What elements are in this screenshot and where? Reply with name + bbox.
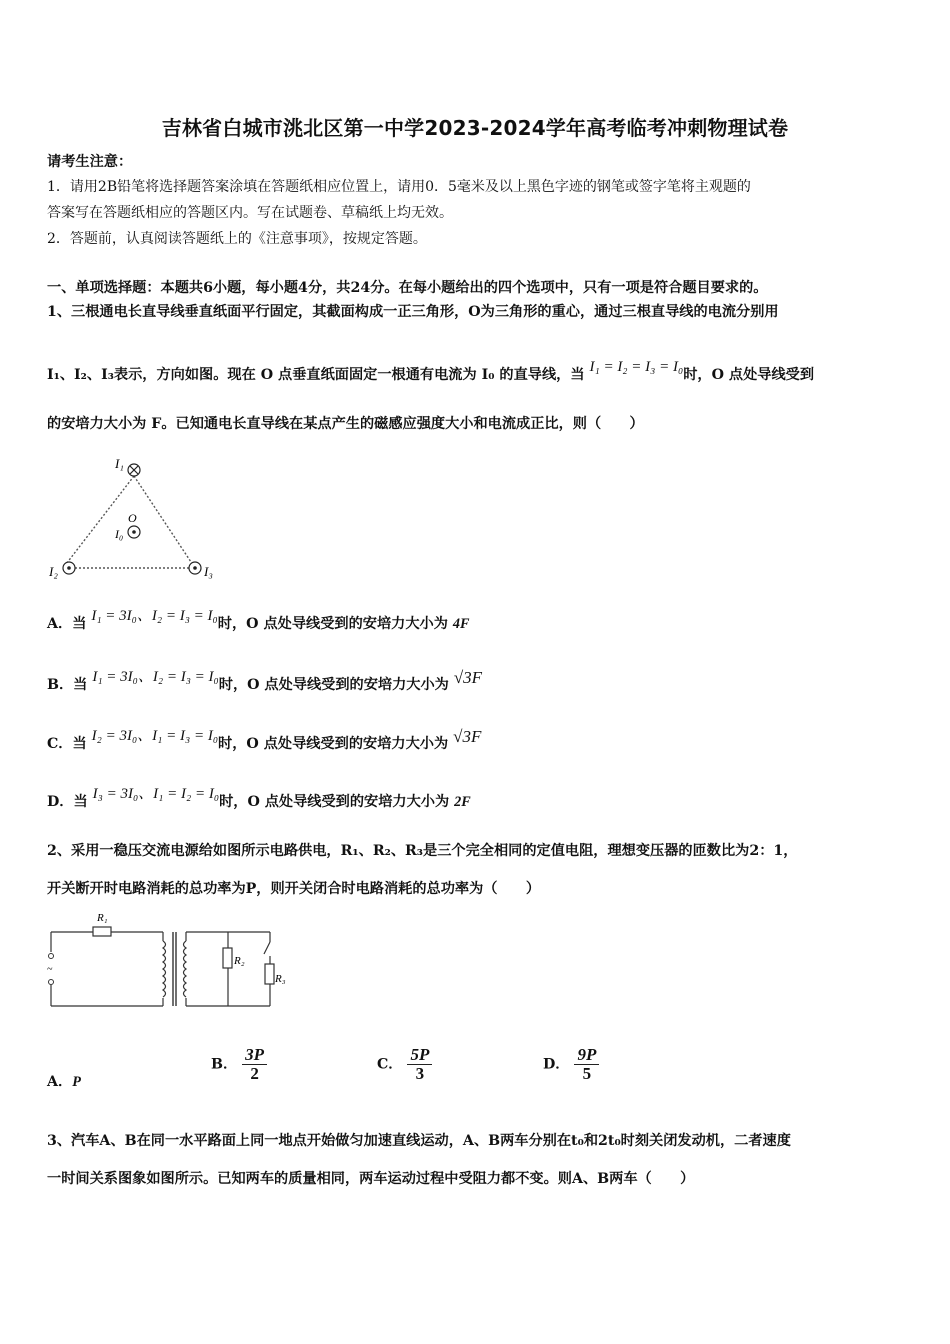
q1-option-a[interactable]: A．当 I₁ = 3I₀、I₂ = I₃ = I₀时，O 点处导线受到的安培力大小为 4F (47, 608, 470, 632)
transformer-circuit-figure (45, 906, 295, 1010)
ac-terminal-top-icon (49, 954, 54, 959)
label-r3: R₃ (275, 973, 286, 985)
q1-option-b[interactable]: B．当 I₁ = 3I₀、I₂ = I₃ = I₀时，O 点处导线受到的安培力大小为 √3F (47, 668, 483, 693)
q2-option-c[interactable]: C． $\frac{5P}{3}$ (377, 1046, 432, 1083)
label-i1: I₁ (115, 456, 124, 471)
label-i2: I₂ (49, 564, 58, 579)
switch-icon (264, 942, 270, 954)
ac-source-icon: ~ (47, 964, 53, 975)
triangle-wires-figure (45, 452, 225, 582)
notice-line-1a: 1．请用2B铅笔将选择题答案涂填在答题纸相应位置上，请用0．5毫米及以上黑色字迹的钢笔或签字笔将主观题的 (47, 179, 751, 195)
q1-condition-formula: I₁ = I₂ = I₃ = I₀ (589, 359, 684, 375)
q2-option-b[interactable]: B． $\frac{3P}{2}$ (211, 1046, 267, 1083)
q2-line-1: 2、采用一稳压交流电源给如图所示电路供电，R₁、R₂、R₃是三个完全相同的定值电阻，理想变压器的匝数比为2：1， (47, 843, 798, 859)
q1-option-d[interactable]: D．当 I₃ = 3I₀、I₁ = I₂ = I₀时，O 点处导线受到的安培力大小为 2F (47, 786, 471, 810)
wire-i0-out-of-page-icon (128, 526, 140, 538)
label-r1: R₁ (97, 912, 108, 924)
wire-i2-out-of-page-icon (63, 562, 75, 574)
label-r2: R₂ (234, 955, 245, 967)
resistor-r1-icon (93, 927, 111, 936)
notice-heading: 请考生注意： (47, 154, 133, 170)
section-heading: 一、单项选择题：本题共6小题，每小题4分，共24分。在每小题给出的四个选项中，只有一项是符合题目要求的。 (47, 280, 768, 296)
ac-terminal-bottom-icon (49, 980, 54, 985)
q1-line-2: I₁、I₂、I₃表示，方向如图。现在 O 点垂直纸面固定一根通有电流为 I₀ 的直导线，当 I₁ = I₂ = I₃ = I₀时，O 点处导线受到 (47, 359, 815, 383)
primary-coil-icon (163, 941, 166, 997)
label-i3: I₃ (204, 564, 213, 579)
q3-line-1: 3、汽车A、B在同一水平路面上同一地点开始做匀加速直线运动，A、B两车分别在t₀和2t₀时刻关闭发动机，二者速度 (47, 1133, 791, 1149)
q2-line-2: 开关断开时电路消耗的总功率为P，则开关闭合时电路消耗的总功率为（ ） (47, 881, 541, 897)
label-i0: I₀ (115, 527, 124, 541)
resistor-r3-icon (265, 964, 274, 984)
q1-line-1: 1、三根通电长直导线垂直纸面平行固定，其截面构成一正三角形，O为三角形的重心，通过三根直导线的电流分别用 (47, 304, 779, 320)
q3-line-2: 一时间关系图象如图所示。已知两车的质量相同，两车运动过程中受阻力都不变。则A、B两车（ ） (47, 1171, 695, 1187)
notice-line-1b: 答案写在答题纸相应的答题区内。写在试题卷、草稿纸上均无效。 (47, 205, 453, 221)
secondary-coil-icon (184, 941, 187, 997)
page-title: 吉林省白城市洮北区第一中学2023-2024学年高考临考冲刺物理试卷 (161, 116, 789, 140)
wire-i1-into-page-icon (128, 464, 140, 476)
q2-option-d[interactable]: D． $\frac{9P}{5}$ (543, 1046, 599, 1083)
q1-option-c[interactable]: C．当 I₂ = 3I₀、I₁ = I₃ = I₀时，O 点处导线受到的安培力大小为 √3F (47, 727, 482, 752)
wire-i3-out-of-page-icon (189, 562, 201, 574)
resistor-r2-icon (223, 948, 232, 968)
q2-option-a[interactable]: A．P (47, 1074, 81, 1090)
notice-line-2: 2．答题前，认真阅读答题纸上的《注意事项》，按规定答题。 (47, 231, 427, 247)
label-o: O (128, 511, 137, 525)
q1-line-3: 的安培力大小为 F。已知通电长直导线在某点产生的磁感应强度大小和电流成正比，则（ ） (47, 416, 644, 432)
